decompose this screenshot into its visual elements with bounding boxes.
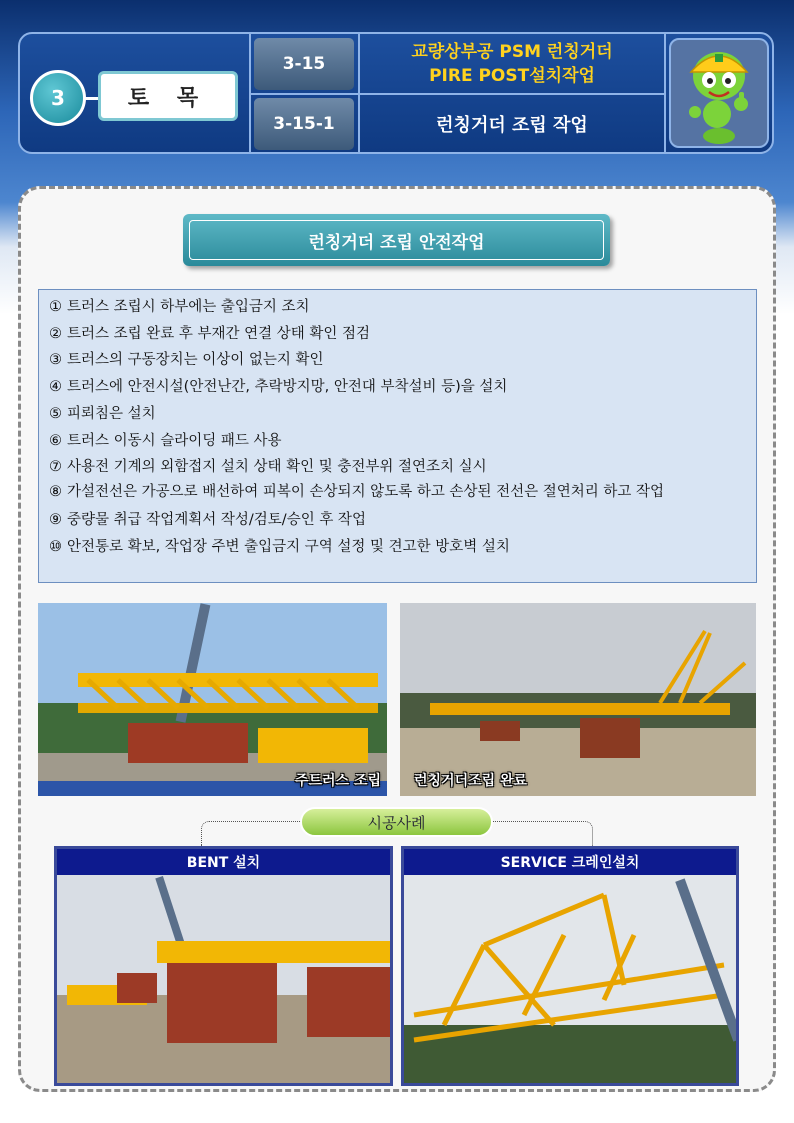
list-item: ② 트러스 조립 완료 후 부재간 연결 상태 확인 점검 bbox=[49, 325, 371, 342]
case-bent-frame bbox=[54, 846, 393, 1086]
page-title-line2: PIRE POST설치작업 bbox=[429, 66, 595, 86]
section-title-text: 런칭거더 조립 안전작업 bbox=[189, 220, 604, 260]
list-item: ⑥ 트러스 이동시 슬라이딩 패드 사용 bbox=[49, 432, 282, 449]
list-item: ③ 트러스의 구동장치는 이상이 없는지 확인 bbox=[49, 352, 324, 369]
section-code: 3-15 bbox=[254, 38, 354, 90]
photo-service-crane bbox=[404, 875, 736, 1083]
photo-caption: 주트러스 조립 bbox=[294, 773, 381, 789]
list-item: ⑦ 사용전 기계의 외함접지 설치 상태 확인 및 충전부위 절연조치 실시 bbox=[49, 459, 487, 476]
safety-checklist bbox=[38, 289, 757, 583]
case-label: 시공사례 bbox=[300, 807, 493, 837]
photo-truss-assembly bbox=[38, 603, 387, 796]
chapter-number-badge: 3 bbox=[30, 70, 86, 126]
list-item: ① 트러스 조립시 하부에는 출입금지 조치 bbox=[49, 299, 310, 315]
case-bent-title: BENT 설치 bbox=[57, 849, 390, 875]
list-item: ④ 트러스에 안전시설(안전난간, 추락방지망, 안전대 부착설비 등)을 설치 bbox=[49, 379, 508, 396]
connector-line bbox=[201, 821, 301, 846]
list-item: ⑩ 안전통로 확보, 작업장 주변 출입금지 구역 설정 및 견고한 방호벽 설치 bbox=[49, 538, 510, 555]
list-item: ⑨ 중량물 취급 작업계획서 작성/검토/승인 후 작업 bbox=[49, 511, 366, 528]
photo-girder-complete bbox=[400, 603, 756, 796]
photo-caption: 런칭거더조립 완료 bbox=[414, 773, 528, 789]
list-item: ⑤ 피뢰침은 설치 bbox=[49, 405, 156, 422]
safety-mascot-icon bbox=[671, 40, 767, 146]
mascot-frame bbox=[669, 38, 769, 148]
subsection-code: 3-15-1 bbox=[254, 98, 354, 150]
case-crane-title: SERVICE 크레인설치 bbox=[404, 849, 736, 875]
connector-line bbox=[493, 821, 593, 846]
case-crane-frame bbox=[401, 846, 739, 1086]
section-title bbox=[183, 214, 610, 266]
page-title bbox=[362, 36, 662, 92]
chapter-name: 토 목 bbox=[98, 71, 238, 121]
page-subtitle: 런칭거더 조립 작업 bbox=[436, 115, 588, 136]
header-row-divider bbox=[250, 93, 665, 95]
list-item: ⑧ 가설전선은 가공으로 배선하여 피복이 손상되지 않도록 하고 손상된 전선은 절연처리 하고 작업 bbox=[49, 483, 664, 500]
photo-bent bbox=[57, 875, 390, 1083]
page-title-line1: 교량상부공 PSM 런칭거더 bbox=[411, 42, 613, 62]
